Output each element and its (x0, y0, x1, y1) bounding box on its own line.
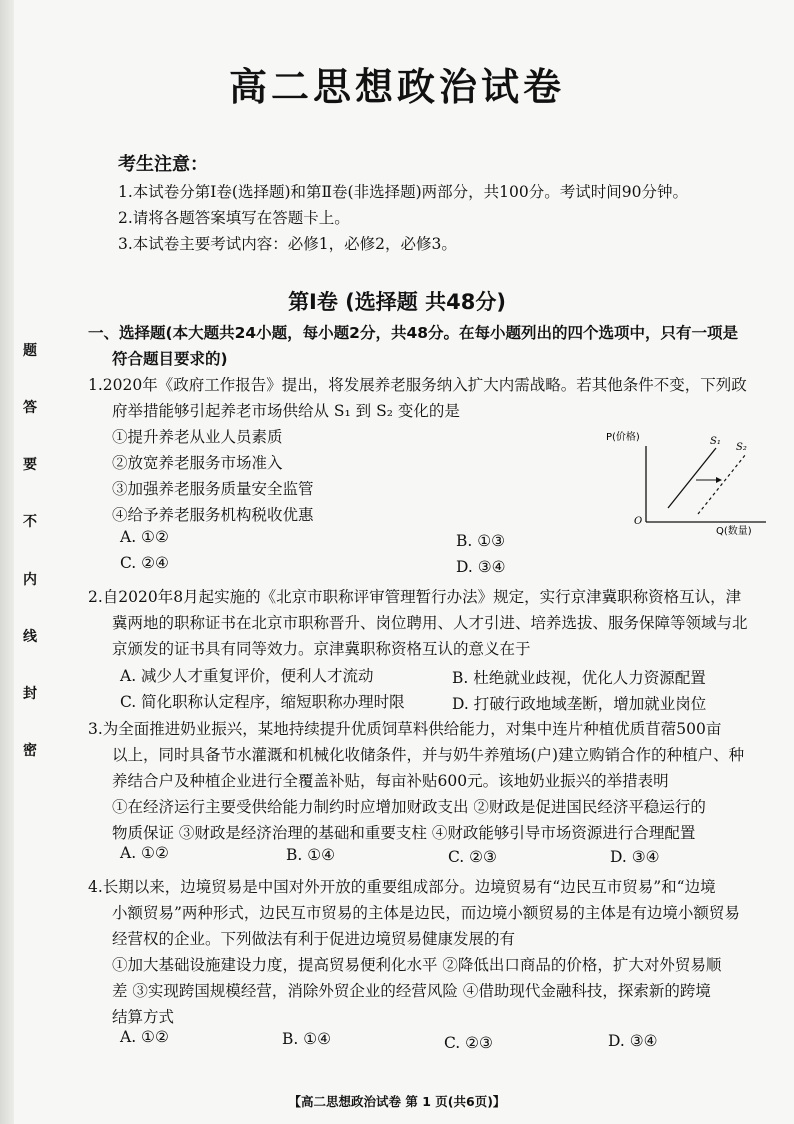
option-a[interactable]: A. ①② (120, 1028, 169, 1046)
notice-line: 3.本试卷主要考试内容：必修1，必修2，必修3。 (118, 235, 457, 253)
question-stem: 3.为全面推进奶业振兴，某地持续提升优质饲草料供给能力，对集中连片种植优质苜蓿500亩 (88, 720, 722, 738)
supply-shift-chart (606, 428, 778, 538)
part-heading-line: 一、选择题(本大题共24小题，每小题2分，共48分。在每小题列出的四个选项中，只有一项是 (88, 324, 739, 342)
notice-line: 2.请将各题答案填写在答题卡上。 (118, 209, 350, 227)
s2-label: S₂ (736, 442, 747, 453)
question-stem: 府举措能够引起养老市场供给从 S₁ 到 S₂ 变化的是 (112, 402, 460, 420)
option-c[interactable]: C. ②③ (448, 848, 497, 866)
option-d[interactable]: D. ③④ (608, 1032, 658, 1050)
question-3 (88, 716, 778, 846)
option-b[interactable]: B. ①④ (282, 1030, 332, 1048)
option-c[interactable]: C. 简化职称认定程序，缩短职称办理时限 (120, 693, 405, 711)
statement-items: 物质保证 ③财政是经济治理的基础和重要支柱 ④财政能够引导市场资源进行合理配置 (112, 824, 696, 842)
seal-char: 内 (23, 571, 37, 588)
seal-char: 密 (23, 742, 37, 759)
origin-label: O (634, 516, 643, 527)
page-title: 高二思想政治试卷 (228, 65, 565, 109)
statement-items: 结算方式 (112, 1008, 175, 1026)
seal-char: 要 (23, 457, 37, 474)
question-4 (88, 874, 778, 1030)
shift-arrow-head (716, 477, 722, 483)
statement-item: ①提升养老从业人员素质 (112, 428, 283, 446)
page-footer: 【高二思想政治试卷 第 1 页(共6页)】 (288, 1094, 506, 1109)
statement-item: ③加强养老服务质量安全监管 (112, 480, 314, 498)
s1-label: S₁ (710, 436, 721, 447)
question-2 (88, 584, 778, 662)
statement-item: ④给予养老服务机构税收优惠 (112, 506, 314, 524)
option-b[interactable]: B. 杜绝就业歧视，优化人力资源配置 (452, 669, 706, 687)
part-heading-line: 符合题目要求的) (112, 350, 228, 368)
question-stem: 京颁发的证书具有同等效力。京津冀职称资格互认的意义在于 (112, 640, 531, 658)
question-stem: 养结合户及种植企业进行全覆盖补贴，每亩补贴600元。该地奶业振兴的举措表明 (112, 772, 669, 790)
option-a[interactable]: A. ①② (120, 528, 169, 546)
y-axis-label: P(价格) (606, 432, 640, 443)
seal-char: 封 (23, 685, 37, 702)
question-stem: 4.长期以来，边境贸易是中国对外开放的重要组成部分。边境贸易有“边民互市贸易”和“边境 (88, 878, 716, 896)
binding-edge (0, 0, 14, 1124)
option-b[interactable]: B. ①④ (286, 846, 336, 864)
question-stem: 以上，同时具备节水灌溉和机械化收储条件，并与奶牛养殖场(户)建立购销合作的种植户、种 (112, 746, 745, 764)
x-axis-label: Q(数量) (716, 526, 752, 537)
option-d[interactable]: D. ③④ (610, 848, 660, 866)
seal-char: 不 (23, 514, 37, 531)
option-c[interactable]: C. ②③ (444, 1034, 493, 1052)
supply-curve-s2 (698, 454, 746, 514)
seal-char: 答 (23, 400, 37, 417)
option-b[interactable]: B. ①③ (456, 532, 506, 550)
question-stem: 冀两地的职称证书在北京市职称晋升、岗位聘用、人才引进、培养选拔、服务保障等领域与北 (112, 614, 748, 632)
statement-items: ①在经济运行主要受供给能力制约时应增加财政支出 ②财政是促进国民经济平稳运行的 (112, 798, 706, 816)
section-title: 第Ⅰ卷 (选择题 共48分) (288, 290, 506, 314)
option-a[interactable]: A. 减少人才重复评价，便利人才流动 (120, 667, 374, 685)
option-d[interactable]: D. 打破行政地域垄断，增加就业岗位 (452, 695, 707, 713)
seal-char: 线 (23, 628, 37, 645)
statement-items: ①加大基础设施建设力度，提高贸易便利化水平 ②降低出口商品的价格，扩大对外贸易顺 (112, 956, 722, 974)
statement-items: 差 ③实现跨国规模经营，消除外贸企业的经营风险 ④借助现代金融科技，探索新的跨境 (112, 982, 711, 1000)
seal-line-text (14, 340, 46, 760)
question-stem: 2.自2020年8月起实施的《北京市职称评审管理暂行办法》规定，实行京津冀职称资格互认，津 (88, 588, 742, 606)
question-stem: 小额贸易”两种形式，边民互市贸易的主体是边民，而边境小额贸易的主体是有边境小额贸易 (112, 904, 740, 922)
statement-item: ②放宽养老服务市场准入 (112, 454, 283, 472)
notice-heading: 考生注意： (118, 154, 208, 175)
question-stem: 1.2020年《政府工作报告》提出，将发展养老服务纳入扩大内需战略。若其他条件不变，下列政 (88, 376, 747, 394)
part-heading (88, 320, 778, 372)
seal-char: 题 (23, 343, 37, 359)
notice-line: 1.本试卷分第Ⅰ卷(选择题)和第Ⅱ卷(非选择题)两部分，共100分。考试时间90分钟。 (118, 183, 688, 201)
option-c[interactable]: C. ②④ (120, 554, 169, 572)
question-stem: 经营权的企业。下列做法有利于促进边境贸易健康发展的有 (112, 930, 516, 948)
option-a[interactable]: A. ①② (120, 844, 169, 862)
option-d[interactable]: D. ③④ (456, 558, 506, 576)
supply-curve-s1 (668, 448, 716, 508)
